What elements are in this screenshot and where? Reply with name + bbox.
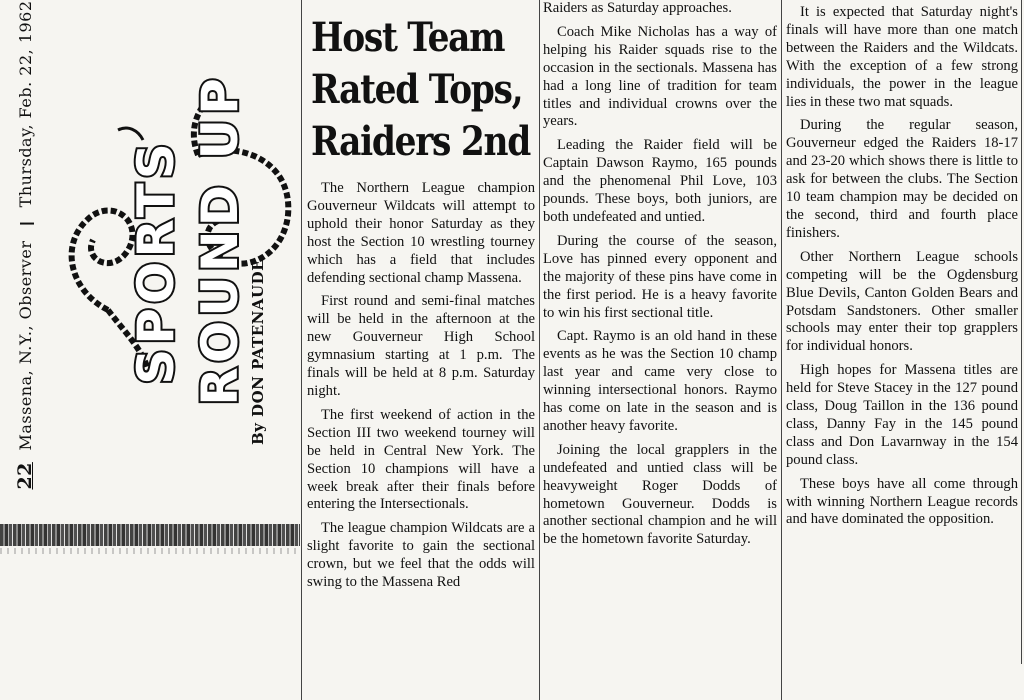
publication-date: Thursday, Feb. 22, 1962 <box>16 0 35 208</box>
paragraph: Capt. Raymo is an old hand in these events as he was the Section 10 champ last year and came very close to winning intersectional honors. Raymo has come on late in the season and is another heavy favorite. <box>543 328 777 434</box>
left-margin <box>0 0 300 700</box>
paragraph: The league champion Wildcats are a slight favorite to gain the sectional crown, but we feel that the odds will swing to the Massena Red <box>307 520 535 591</box>
dateline <box>8 0 42 490</box>
paragraph: The first weekend of action in the Section III two weekend tourney will be held in Central New York. The Section 10 champions will have a week break after their finals before entering the Intersectionals. <box>307 406 535 513</box>
paragraph: Other Northern League schools competing will be the Ogdensburg Blue Devils, Canton Golden Bears and Potsdam Sandstoners. Other smaller schools may enter their top grapplers for individual honors. <box>786 248 1018 355</box>
column-rule <box>539 0 540 700</box>
byline: By DON PATENAUDE <box>249 258 267 446</box>
paragraph: High hopes for Massena titles are held for Steve Stacey in the 127 pound class, Doug Taillon in the 136 pound class, Danny Fay in the 145 pound class and Don Lavarnway in the 154 pound class. <box>786 362 1018 468</box>
column-rule <box>1021 0 1022 664</box>
publication-name: Massena, N.Y., Observer <box>16 240 35 451</box>
paragraph: Joining the local grapplers in the undefeated and untied class will be heavyweight Roger Dodds of hometown Gouverneur. Dodds is another sectional champion and he will be the hometown favorite Saturday. <box>543 441 777 548</box>
article-column-3 <box>786 4 1018 535</box>
logo-word-sports: SPORTS <box>127 139 185 385</box>
paragraph: These boys have all come through with winning Northern League records and have dominated the opposition. <box>786 475 1018 528</box>
scan-artifact-dots <box>0 548 300 554</box>
article-headline: Host Team Rated Tops, Raiders 2nd <box>311 14 530 165</box>
column-rule <box>301 0 302 700</box>
dateline-divider <box>20 223 34 225</box>
article-column-1 <box>307 0 535 598</box>
paragraph: First round and semi-final matches will be held in the afternoon at the new Gouverneur High School gymnasium starting at 1 p.m. The finals will be held at 8 p.m. Saturday night. <box>307 293 535 399</box>
paragraph: It is expected that Saturday night's finals will have more than one match between the Raiders and the Wildcats. With the exception of a few strong individuals, the power in the league lies in these two mat squads. <box>786 4 1018 110</box>
paragraph: The Northern League champion Gouverneur Wildcats will attempt to uphold their honor Saturday as they host the Section 10 wrestling tourney which has a field that includes defending sectional champ Massena. <box>307 180 535 286</box>
article-column-2 <box>543 0 777 555</box>
paragraph: During the course of the season, Love has pinned every opponent and the majority of these pins have come in the first period. He is a heavy favorite to win his first sectional title. <box>543 232 777 321</box>
logo-word-round-up: ROUND UP <box>191 74 249 406</box>
paragraph: Leading the Raider field will be Captain Dawson Raymo, 165 pounds and the phenomenal Phil Love, 103 pounds. These boys, both juniors, are both undefeated and untied. <box>543 137 777 225</box>
paragraph: Coach Mike Nicholas has a way of helping his Raider squads rise to the occasion in the sectionals. Massena has had a long line of tradition for team titles and individual crowns over the years. <box>543 23 777 130</box>
paragraph: Raiders as Saturday approaches. <box>543 0 732 16</box>
scan-artifact-bar <box>0 524 300 546</box>
page-number: 22 <box>14 462 36 490</box>
column-rule <box>781 0 782 700</box>
paragraph: During the regular season, Gouverneur edged the Raiders 18-17 and 23-20 which shows there is little to ask for between the clubs. The Section 10 team champion may be decided on the second, third and fourth place finishers. <box>786 117 1018 241</box>
